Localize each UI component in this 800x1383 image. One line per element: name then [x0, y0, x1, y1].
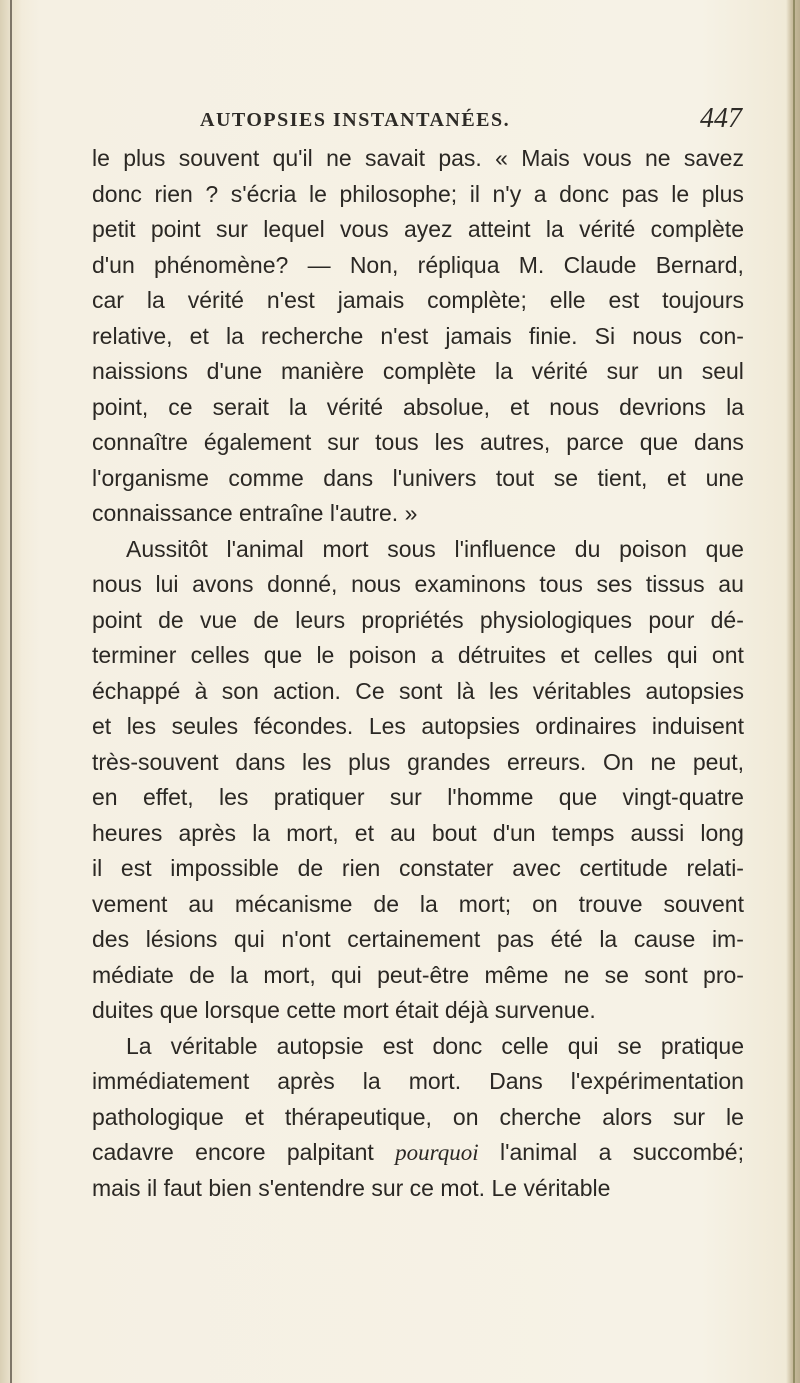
page-header	[200, 103, 742, 137]
text-line: il est impossible de rien constater avec certitude relati-	[92, 855, 744, 881]
text-line: donc rien ? s'écria le philosophe; il n'y a donc pas le plus	[92, 180, 744, 207]
text-line: vement au mécanisme de la mort; on trouve souvent	[92, 890, 744, 917]
text-line: et les seules fécondes. Les autopsies ordinaires induisent	[92, 713, 744, 739]
text-line: point, ce serait la vérité absolue, et nous devrions la	[92, 393, 744, 420]
page-number: 447	[700, 103, 742, 134]
text-line: en effet, les pratiquer sur l'homme que vingt-quatre	[92, 784, 744, 810]
text-line: point de vue de leurs propriétés physiologiques pour dé-	[92, 606, 744, 633]
text-line: terminer celles que le poison a détruites et celles qui ont	[92, 642, 744, 668]
text-line: immédiatement après la mort. Dans l'expérimentation	[92, 1068, 744, 1094]
text-line: pathologique et thérapeutique, on cherche alors sur le	[92, 1103, 744, 1130]
text-line: La véritable autopsie est donc celle qui se pratique	[126, 1032, 744, 1059]
text-line: duites que lorsque cette mort était déjà survenue.	[92, 997, 596, 1023]
text-line: le plus souvent qu'il ne savait pas. « Mais vous ne savez	[92, 145, 744, 171]
text-line: mais il faut bien s'entendre sur ce mot. Le véritable	[92, 1174, 611, 1201]
text-line: très-souvent dans les plus grandes erreurs. On ne peut,	[92, 748, 744, 775]
text-line: des lésions qui n'ont certainement pas été la cause im-	[92, 926, 744, 952]
text-line: l'organisme comme dans l'univers tout se tient, et une	[92, 464, 744, 491]
text-line: heures après la mort, et au bout d'un temps aussi long	[92, 819, 744, 846]
text-line: connaissance entraîne l'autre. »	[92, 500, 418, 526]
paragraph	[92, 1029, 744, 1207]
page-binding-edge	[0, 0, 22, 1383]
text-line: relative, et la recherche n'est jamais finie. Si nous con-	[92, 322, 744, 349]
paragraph	[92, 532, 744, 1029]
text-line: nous lui avons donné, nous examinons tous ses tissus au	[92, 571, 744, 597]
text-line: petit point sur lequel vous ayez atteint la vérité complète	[92, 216, 744, 242]
text-line: Aussitôt l'animal mort sous l'influence du poison que	[126, 535, 744, 562]
text-line: cadavre encore palpitant pourquoi l'animal a succombé;	[92, 1139, 744, 1165]
page-right-edge	[786, 0, 800, 1383]
text-line: d'un phénomène? — Non, répliqua M. Claude Bernard,	[92, 251, 744, 278]
text-line: car la vérité n'est jamais complète; elle est toujours	[92, 287, 744, 313]
text-line: naissions d'une manière complète la vérité sur un seul	[92, 358, 744, 384]
running-head: AUTOPSIES INSTANTANÉES.	[200, 109, 511, 131]
text-line: échappé à son action. Ce sont là les véritables autopsies	[92, 677, 744, 704]
text-line: connaître également sur tous les autres, parce que dans	[92, 429, 744, 455]
text-line: médiate de la mort, qui peut-être même ne se sont pro-	[92, 961, 744, 988]
paragraph	[92, 141, 744, 532]
body-text	[92, 141, 744, 1206]
